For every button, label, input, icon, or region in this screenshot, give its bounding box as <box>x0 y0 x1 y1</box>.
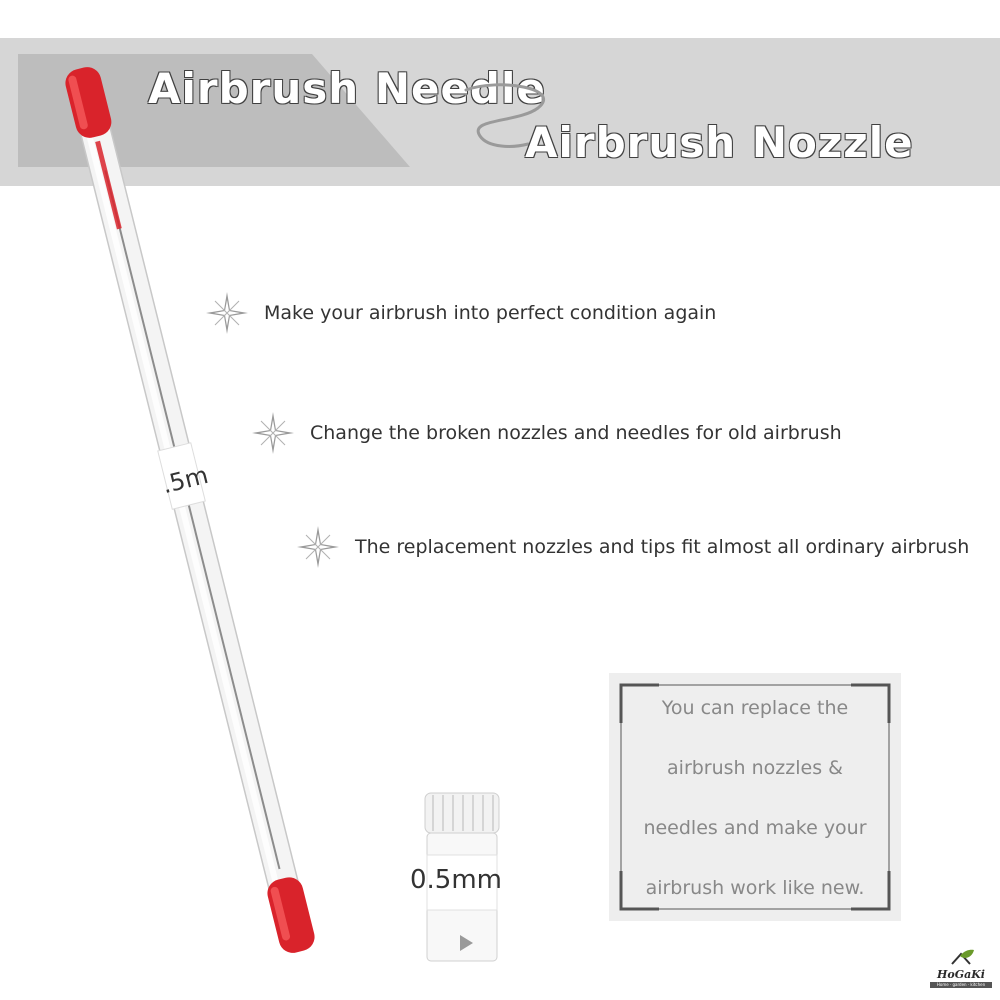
needle-label: .5m <box>159 460 211 500</box>
note-line: airbrush work like new. <box>645 877 865 899</box>
house-leaf-icon <box>930 946 992 970</box>
note-line: needles and make your <box>643 817 867 839</box>
vial-label: 0.5mm <box>410 865 503 895</box>
feature-text: Change the broken nozzles and needles for old airbrush <box>310 422 842 444</box>
feature-item <box>295 524 969 570</box>
feature-text: Make your airbrush into perfect condition again <box>264 302 717 324</box>
title-airbrush-needle: Airbrush Needle <box>148 64 546 113</box>
title-airbrush-nozzle: Airbrush Nozzle <box>525 118 914 167</box>
hogaki-logo <box>930 946 992 992</box>
feature-text: The replacement nozzles and tips fit almost all ordinary airbrush <box>355 536 970 558</box>
note-line: You can replace the <box>661 697 849 719</box>
note-line: airbrush nozzles & <box>667 757 843 779</box>
logo-tagline: Home · garden · kitchen <box>930 982 992 988</box>
logo-name: HoGaKi <box>937 968 985 981</box>
airbrush-needle-tube <box>30 50 350 970</box>
